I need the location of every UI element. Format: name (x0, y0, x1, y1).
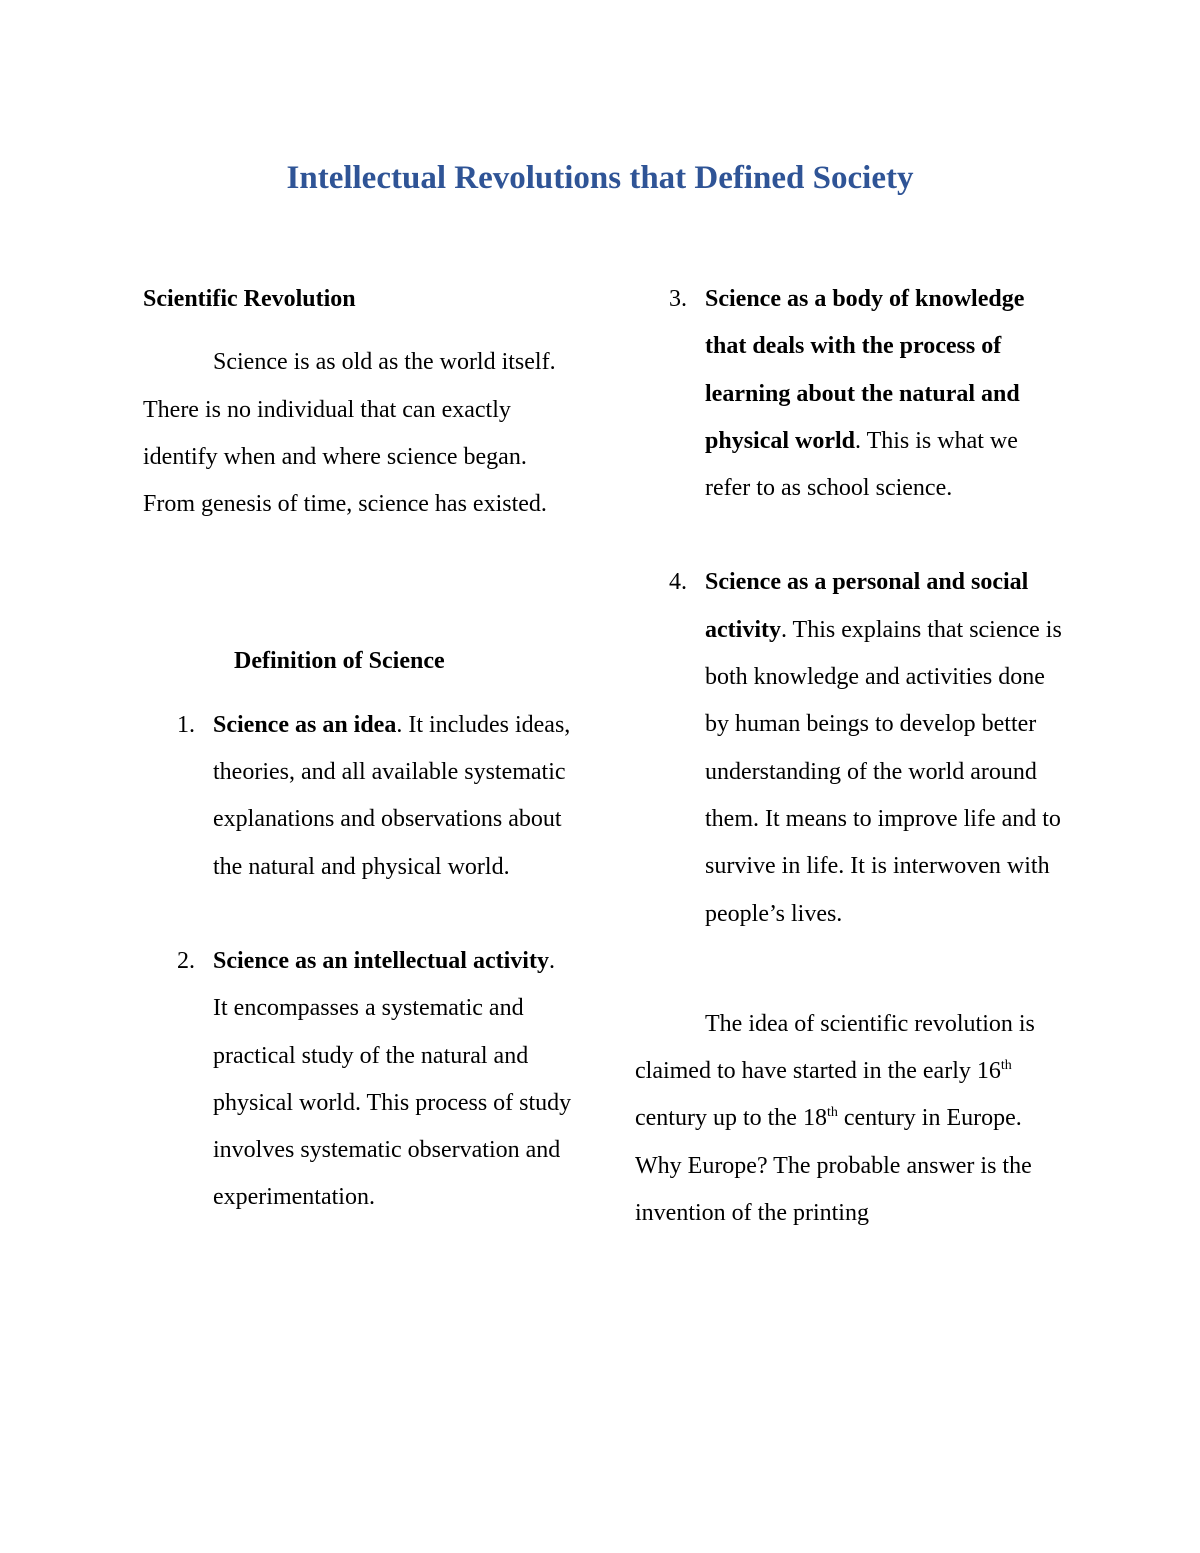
definition-subheading: Definition of Science (234, 648, 445, 675)
list-item (143, 938, 573, 1222)
right-column (635, 276, 1065, 1237)
superscript-th: th (826, 1105, 838, 1121)
superscript-th: th (1000, 1058, 1012, 1074)
definition-term: Science as an intellectual activity (213, 947, 549, 974)
definition-term: Science as a body of knowledge that deals with the process of learning about the natural and physical world (705, 286, 1025, 454)
left-column (143, 276, 573, 1222)
definition-text: . It includes ideas, theories, and all available systematic explanations and observations about the natural and physical world. (213, 711, 571, 880)
document-title: Intellectual Revolutions that Defined Society (286, 160, 914, 196)
closing-text-1: The idea of scientific revolution is claimed to have started in the early 16 (635, 1010, 1035, 1085)
definition-list-left (143, 702, 573, 1222)
definition-text: . This is what we refer to as school science. (705, 427, 1018, 502)
list-number: 4. (669, 569, 687, 596)
list-item (635, 559, 1065, 937)
list-item (143, 702, 573, 891)
closing-paragraph (635, 1001, 1065, 1237)
closing-text-3: century in Europe. Why Europe? The probable answer is the invention of the printing (635, 1105, 1032, 1227)
list-number: 1. (177, 711, 195, 738)
intro-paragraph: Science is as old as the world itself. There is no individual that can exactly identify when and where science began. From genesis of time, science has existed. (143, 349, 556, 518)
closing-text-2: century up to the 18 (635, 1105, 827, 1132)
list-number: 3. (669, 286, 687, 312)
definition-list-right (635, 276, 1065, 938)
section-heading: Scientific Revolution (143, 286, 356, 312)
definition-term: Science as an idea (213, 711, 397, 738)
definition-text: . This explains that science is both knowledge and activities done by human beings to develop better understanding of the world around them. It means to improve life and to survive in life. It is interwoven with people’s lives. (705, 616, 1062, 927)
definition-text: . It encompasses a systematic and practical study of the natural and physical world. This process of study involves systematic observation and experimentation. (213, 947, 572, 1211)
list-item (635, 276, 1065, 512)
definition-term: Science as a personal and social activity (705, 569, 1029, 643)
list-number: 2. (177, 947, 195, 974)
